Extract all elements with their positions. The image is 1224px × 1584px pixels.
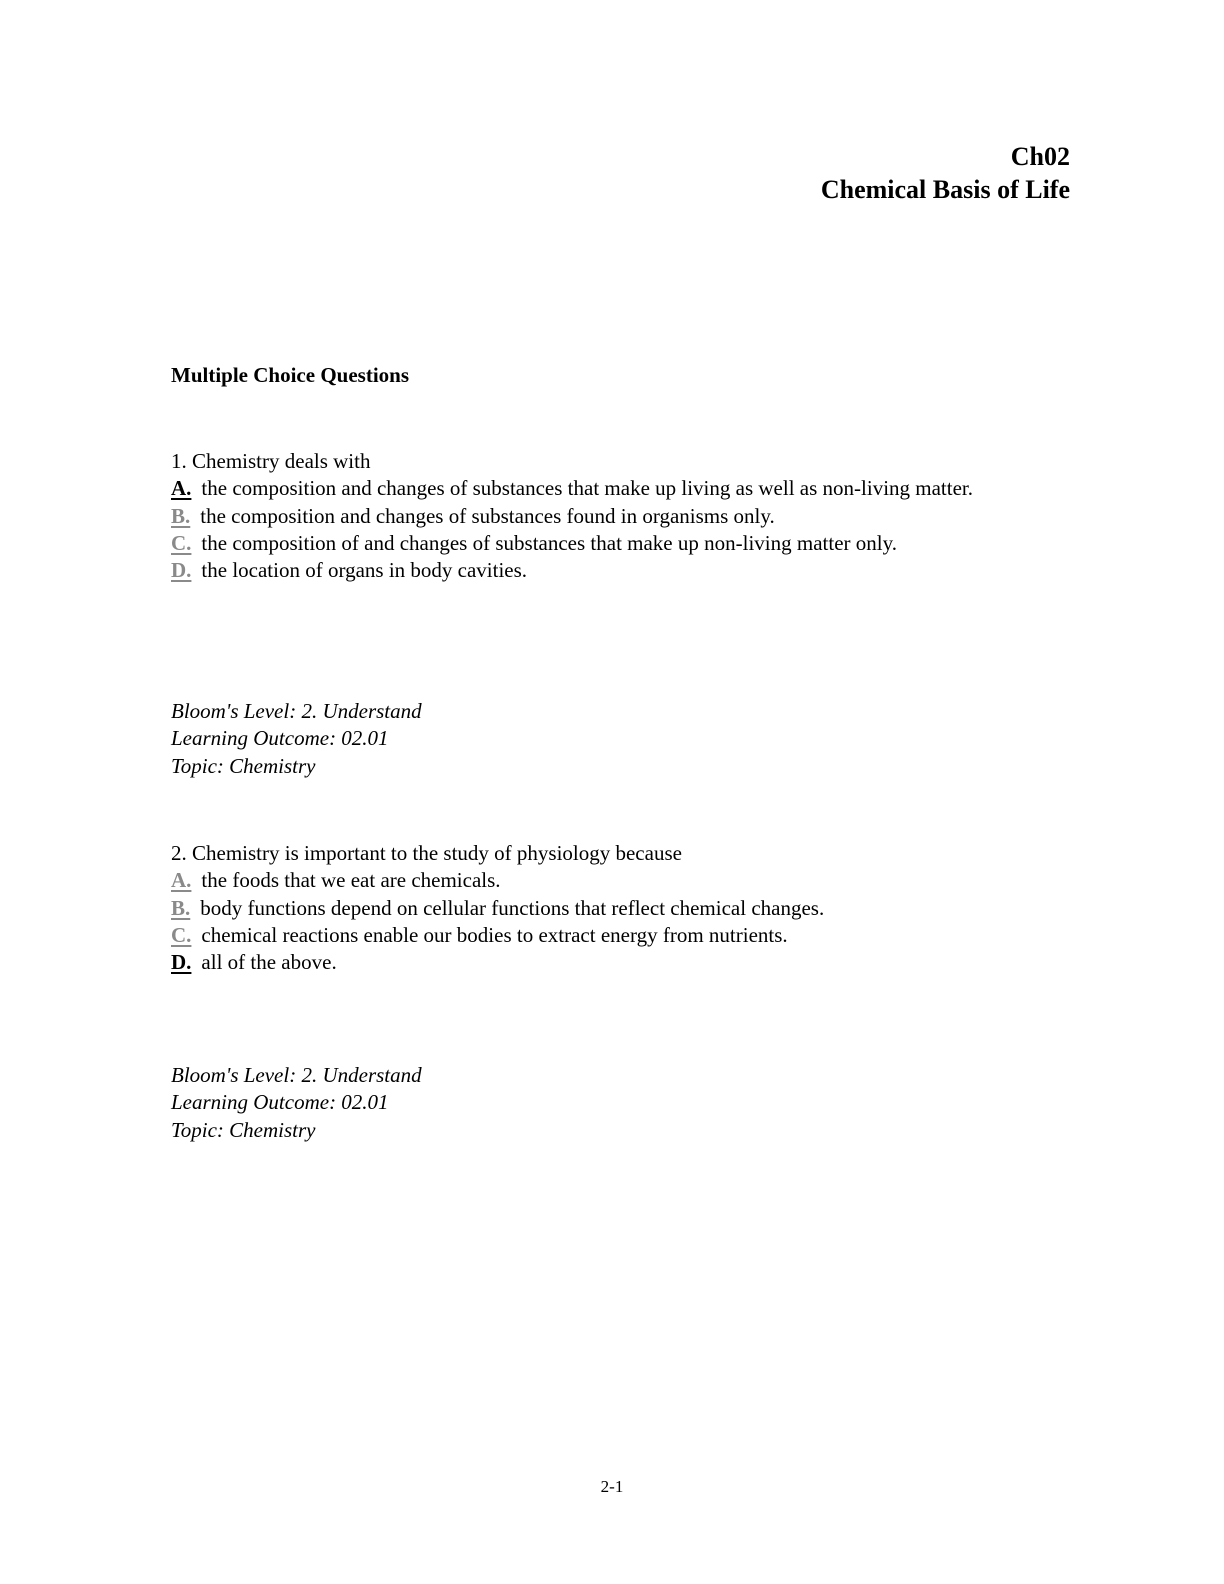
option-text: the composition and changes of substances that make up living as well as non-living matter. [201, 476, 974, 501]
option-text: all of the above. [201, 950, 337, 975]
option-c [171, 922, 1031, 949]
option-d [171, 949, 1031, 976]
option-text: the composition and changes of substances found in organisms only. [200, 503, 775, 528]
option-text: body functions depend on cellular functions that reflect chemical changes. [200, 895, 825, 920]
blooms-level: Bloom's Level: 2. Understand [171, 699, 422, 723]
question-stem: 2. Chemistry is important to the study of physiology because [171, 841, 682, 865]
option-letter: C. [171, 530, 192, 555]
option-letter: A. [171, 868, 192, 893]
question-2-metadata [171, 1062, 422, 1144]
question-stem: 1. Chemistry deals with [171, 449, 371, 473]
option-d [171, 557, 1031, 584]
learning-outcome: Learning Outcome: 02.01 [171, 726, 389, 751]
question-1 [171, 448, 1031, 584]
option-text: the location of organs in body cavities. [201, 558, 528, 583]
question-2 [171, 840, 1031, 976]
option-a [171, 475, 1031, 502]
option-letter-correct: D. [171, 950, 192, 975]
chapter-title: Chemical Basis of Life [820, 175, 1070, 204]
learning-outcome: Learning Outcome: 02.01 [171, 1090, 389, 1115]
section-title: Multiple Choice Questions [171, 363, 410, 387]
option-letter: D. [171, 558, 192, 583]
option-text: chemical reactions enable our bodies to extract energy from nutrients. [201, 922, 788, 947]
question-1-metadata [171, 698, 422, 780]
blooms-level: Bloom's Level: 2. Understand [171, 1063, 422, 1087]
option-letter: B. [171, 895, 191, 920]
option-letter: C. [171, 922, 192, 947]
option-text: the composition of and changes of substances that make up non-living matter only. [201, 530, 897, 555]
option-c [171, 530, 1031, 557]
topic: Topic: Chemistry [171, 753, 316, 778]
topic: Topic: Chemistry [171, 1117, 316, 1142]
option-a [171, 867, 1031, 894]
option-letter-correct: A. [171, 476, 192, 501]
option-b [171, 895, 1031, 922]
chapter-heading [821, 140, 1070, 206]
option-b [171, 503, 1031, 530]
option-letter: B. [171, 503, 191, 528]
page-number: 2-1 [600, 1477, 624, 1496]
chapter-number: Ch02 [1010, 142, 1070, 171]
option-text: the foods that we eat are chemicals. [201, 868, 501, 893]
